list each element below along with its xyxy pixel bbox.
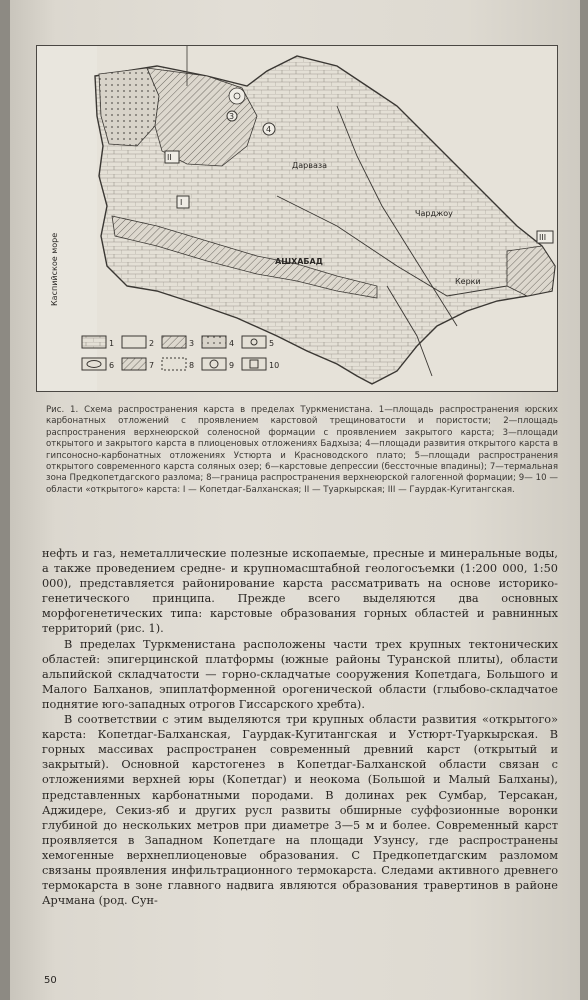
legend-num-3: 3 xyxy=(189,339,195,348)
region-marker-iii: III xyxy=(539,233,547,242)
legend-swatch-8 xyxy=(162,358,186,370)
legend-num-7: 7 xyxy=(149,361,155,370)
region-marker-ii: II xyxy=(167,153,172,162)
city-darvaza: Дарваза xyxy=(292,161,328,170)
paragraph-3: В соответствии с этим выделяются три крупных области развития «открытого» карста: Копетдаг-Балханская, Гаурдак-Кугитангская и Устюрт-Туаркырская. В горных массивах распространен современный древний карст (открытый и закрытый). Основной карстогенез в Копетдаг-Балханской области связан с отложениями верхней юры (Копетдаг) и неокома (Большой и Малый Балханы), представленных карбонатными породами. В долинах рек Сумбар, Терсакан, Аджидере, Секиз-яб и других русл развиты обширные суффозионные воронки глубиной до нескольких метров при диаметре 3—5 м и более. Современный карст проявляется в Западном Копетдаге на площади Узунсу, где распространены хемогенные верхнеплиоценовые образования. С Предкопетдагским разломом связаны проявления инфильтрационного термокарста. Следами активного древнего термокарста в зоне главного надвига являются образования травертинов в районе Арчмана (род. Сун- xyxy=(42,713,558,908)
city-chardzhou: Чарджоу xyxy=(415,209,453,218)
legend-num-6: 6 xyxy=(109,361,115,370)
zone-marker-3: 3 xyxy=(229,112,235,121)
legend-num-5: 5 xyxy=(269,339,275,348)
legend-num-2: 2 xyxy=(149,339,155,348)
city-kerki: Керки xyxy=(455,277,481,286)
legend-swatch-6 xyxy=(82,358,106,370)
map-legend xyxy=(82,336,279,370)
legend-num-4: 4 xyxy=(229,339,235,348)
zone-marker-4: 4 xyxy=(266,125,272,134)
city-ashgabat: АШХАБАД xyxy=(275,257,323,266)
legend-swatch-1 xyxy=(82,336,106,348)
figure-caption: Рис. 1. Схема распространения карста в пределах Туркменистана. 1—площадь распространения юрских карбонатных отложений с проявлением карстовой трещиноватости и пористости; 2—площадь распространения верхнеюрской соленосной формации с проявлением закрытого карста; 3—площади открытого и закрытого карста в плиоценовых отложениях Бадхыза; 4—площади развития открытого карста в гипсоносно-карбонатных отложениях Устюрта и Красноводского плато; 5—площади распространения открытого современного карста соляных озер; 6—карстовые депрессии (бессточные впадины); 7—термальная зона Предкопетдагского разлома; 8—граница распространения верхнеюрской галогенной формации; 9— 10 — области «открытого» карста: I — Копетдаг-Балханская; II — Туаркырская; III — Гаурдак-Кугитангская. xyxy=(46,405,558,495)
legend-swatch-5 xyxy=(242,336,266,348)
karst-map-figure xyxy=(36,45,558,392)
salt-lake xyxy=(229,88,245,104)
body-text xyxy=(42,546,558,908)
legend-swatch-7 xyxy=(122,358,146,370)
paragraph-2: В пределах Туркменистана расположены части трех крупных тектонических областей: эпигерцинской платформы (южные районы Туранской плиты), области альпийской складчатости — горно-складчатые сооружения Копетдага, Большого и Малого Балханов, эпиплатформенной орогенической области (глыбово-складчатое поднятие юго-западных отрогов Гиссарского хребта). xyxy=(42,637,558,711)
legend-num-9: 9 xyxy=(229,361,235,370)
region-gaurdak xyxy=(507,246,555,296)
region-marker-i-box xyxy=(177,196,189,208)
region-marker-i: I xyxy=(180,198,183,207)
legend-num-10: 10 xyxy=(269,361,280,370)
paragraph-1: нефть и газ, неметаллические полезные ископаемые, пресные и минеральные воды, а также проведением средне- и крупномасштабной геологосъемки (1:200 000, 1:50 000), представляется районирование карста рассматривать на основе историко-генетического принципа. Прежде всего выделяются два основных морфогенетических типа: карстовые образования горных областей и равнинных территорий (рис. 1). xyxy=(42,547,558,636)
legend-swatch-4 xyxy=(202,336,226,348)
page-number: 50 xyxy=(44,975,57,986)
region-hatched xyxy=(147,68,257,166)
legend-num-1: 1 xyxy=(109,339,115,348)
karst-map xyxy=(37,46,557,391)
legend-swatch-2 xyxy=(122,336,146,348)
legend-num-8: 8 xyxy=(189,361,195,370)
sea-label: Каспийское море xyxy=(50,232,59,306)
book-page xyxy=(10,0,580,1000)
legend-swatch-3 xyxy=(162,336,186,348)
